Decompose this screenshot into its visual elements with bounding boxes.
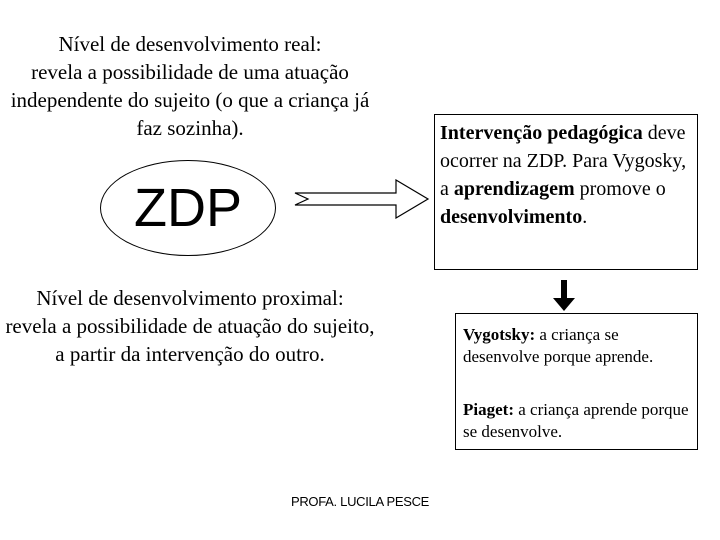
real-level-title: Nível de desenvolvimento real: (58, 32, 322, 56)
intervention-text-1: deve ocorrer na ZDP. Para Vygosky, a (440, 122, 687, 200)
intervention-end-punct: . (582, 206, 588, 228)
right-arrow-icon (294, 179, 430, 219)
proximal-level-title: Nível de desenvolvimento proximal: (36, 286, 344, 310)
proximal-level-text (4, 284, 376, 368)
down-arrow-icon (552, 280, 576, 312)
footer-author: PROFA. LUCILA PESCE (290, 494, 430, 509)
intervention-development: desenvolvimento (440, 206, 583, 228)
intervention-box (434, 114, 698, 270)
intervention-lead: Intervenção pedagógica (440, 122, 643, 144)
intervention-text-2: promove o (579, 178, 666, 200)
zdp-label: ZDP (134, 178, 242, 238)
vygotsky-statement (463, 324, 691, 368)
piaget-text: a criança aprende porque se desenvolve. (463, 400, 689, 441)
zdp-ellipse (100, 160, 276, 256)
real-level-text (4, 30, 376, 142)
piaget-label: Piaget: (463, 400, 514, 419)
vygotsky-text: a criança se desenvolve porque aprende. (463, 325, 654, 366)
intervention-learning: aprendizagem (453, 178, 575, 200)
piaget-statement (463, 399, 691, 443)
proximal-level-description: revela a possibilidade de atuação do sujeito, a partir da intervenção do outro. (5, 314, 375, 366)
real-level-description: revela a possibilidade de uma atuação independente do sujeito (o que a criança já faz sozinha). (10, 60, 370, 140)
comparison-box (455, 313, 698, 450)
vygotsky-label: Vygotsky: (463, 325, 536, 344)
